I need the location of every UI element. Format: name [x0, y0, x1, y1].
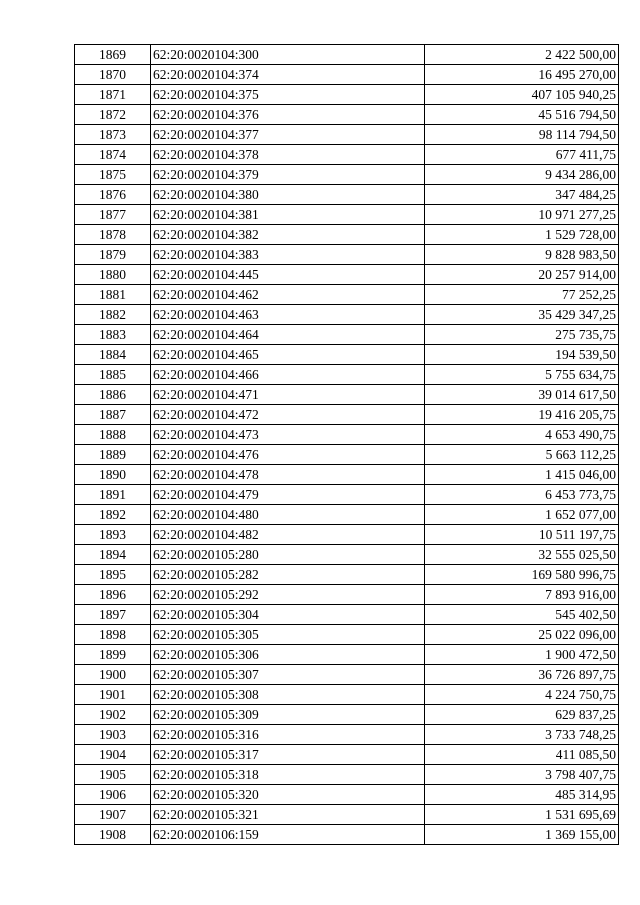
cadastral-number-cell: 62:20:0020104:473 [151, 425, 425, 445]
row-number-cell: 1871 [75, 85, 151, 105]
table-row [75, 765, 619, 785]
cadastral-value-cell: 10 971 277,25 [425, 205, 619, 225]
cadastral-number-cell: 62:20:0020105:308 [151, 685, 425, 705]
row-number-cell: 1907 [75, 805, 151, 825]
cadastral-value-cell: 1 900 472,50 [425, 645, 619, 665]
cadastral-number-cell: 62:20:0020105:316 [151, 725, 425, 745]
table-row [75, 105, 619, 125]
cadastral-value-cell: 169 580 996,75 [425, 565, 619, 585]
row-number-cell: 1906 [75, 785, 151, 805]
table-row [75, 125, 619, 145]
table-body [75, 45, 619, 845]
cadastral-number-cell: 62:20:0020104:465 [151, 345, 425, 365]
cadastral-value-cell: 545 402,50 [425, 605, 619, 625]
cadastral-number-cell: 62:20:0020104:464 [151, 325, 425, 345]
table-row [75, 445, 619, 465]
table-row [75, 145, 619, 165]
row-number-cell: 1887 [75, 405, 151, 425]
table-row [75, 525, 619, 545]
cadastral-value-cell: 1 652 077,00 [425, 505, 619, 525]
row-number-cell: 1893 [75, 525, 151, 545]
row-number-cell: 1880 [75, 265, 151, 285]
row-number-cell: 1872 [75, 105, 151, 125]
table-row [75, 365, 619, 385]
cadastral-value-cell: 9 434 286,00 [425, 165, 619, 185]
table-row [75, 725, 619, 745]
cadastral-value-cell: 25 022 096,00 [425, 625, 619, 645]
row-number-cell: 1884 [75, 345, 151, 365]
row-number-cell: 1874 [75, 145, 151, 165]
cadastral-number-cell: 62:20:0020104:300 [151, 45, 425, 65]
cadastral-number-cell: 62:20:0020105:280 [151, 545, 425, 565]
table-row [75, 805, 619, 825]
row-number-cell: 1869 [75, 45, 151, 65]
table-row [75, 485, 619, 505]
table-row [75, 665, 619, 685]
table-row [75, 65, 619, 85]
table-row [75, 325, 619, 345]
cadastral-value-cell: 77 252,25 [425, 285, 619, 305]
cadastral-value-cell: 4 224 750,75 [425, 685, 619, 705]
row-number-cell: 1877 [75, 205, 151, 225]
table-row [75, 385, 619, 405]
table-row [75, 85, 619, 105]
table-row [75, 705, 619, 725]
cadastral-value-cell: 98 114 794,50 [425, 125, 619, 145]
cadastral-number-cell: 62:20:0020104:382 [151, 225, 425, 245]
table-row [75, 305, 619, 325]
cadastral-number-cell: 62:20:0020104:375 [151, 85, 425, 105]
table-row [75, 505, 619, 525]
cadastral-number-cell: 62:20:0020104:478 [151, 465, 425, 485]
cadastral-value-cell: 7 893 916,00 [425, 585, 619, 605]
row-number-cell: 1881 [75, 285, 151, 305]
cadastral-value-cell: 35 429 347,25 [425, 305, 619, 325]
cadastral-value-cell: 629 837,25 [425, 705, 619, 725]
cadastral-number-cell: 62:20:0020105:304 [151, 605, 425, 625]
cadastral-value-cell: 3 798 407,75 [425, 765, 619, 785]
row-number-cell: 1890 [75, 465, 151, 485]
cadastral-number-cell: 62:20:0020104:445 [151, 265, 425, 285]
cadastral-value-cell: 5 663 112,25 [425, 445, 619, 465]
row-number-cell: 1883 [75, 325, 151, 345]
table-row [75, 425, 619, 445]
row-number-cell: 1898 [75, 625, 151, 645]
row-number-cell: 1904 [75, 745, 151, 765]
table-row [75, 545, 619, 565]
row-number-cell: 1885 [75, 365, 151, 385]
cadastral-number-cell: 62:20:0020104:472 [151, 405, 425, 425]
cadastral-value-cell: 4 653 490,75 [425, 425, 619, 445]
cadastral-number-cell: 62:20:0020105:320 [151, 785, 425, 805]
cadastral-value-cell: 45 516 794,50 [425, 105, 619, 125]
cadastral-number-cell: 62:20:0020104:471 [151, 385, 425, 405]
row-number-cell: 1889 [75, 445, 151, 465]
cadastral-value-cell: 10 511 197,75 [425, 525, 619, 545]
table-row [75, 685, 619, 705]
cadastral-number-cell: 62:20:0020104:377 [151, 125, 425, 145]
cadastral-number-cell: 62:20:0020105:317 [151, 745, 425, 765]
row-number-cell: 1903 [75, 725, 151, 745]
cadastral-number-cell: 62:20:0020104:374 [151, 65, 425, 85]
cadastral-value-cell: 32 555 025,50 [425, 545, 619, 565]
row-number-cell: 1896 [75, 585, 151, 605]
table-row [75, 785, 619, 805]
table-row [75, 285, 619, 305]
table-row [75, 745, 619, 765]
table-row [75, 605, 619, 625]
cadastral-value-cell: 9 828 983,50 [425, 245, 619, 265]
row-number-cell: 1886 [75, 385, 151, 405]
row-number-cell: 1901 [75, 685, 151, 705]
cadastral-value-cell: 6 453 773,75 [425, 485, 619, 505]
row-number-cell: 1876 [75, 185, 151, 205]
row-number-cell: 1892 [75, 505, 151, 525]
row-number-cell: 1888 [75, 425, 151, 445]
row-number-cell: 1900 [75, 665, 151, 685]
cadastral-number-cell: 62:20:0020104:376 [151, 105, 425, 125]
cadastral-value-cell: 2 422 500,00 [425, 45, 619, 65]
cadastral-value-cell: 16 495 270,00 [425, 65, 619, 85]
cadastral-number-cell: 62:20:0020105:309 [151, 705, 425, 725]
table-row [75, 225, 619, 245]
row-number-cell: 1899 [75, 645, 151, 665]
table-row [75, 205, 619, 225]
cadastral-number-cell: 62:20:0020105:306 [151, 645, 425, 665]
cadastral-number-cell: 62:20:0020104:476 [151, 445, 425, 465]
cadastral-number-cell: 62:20:0020105:305 [151, 625, 425, 645]
row-number-cell: 1878 [75, 225, 151, 245]
table-row [75, 185, 619, 205]
cadastral-value-cell: 1 531 695,69 [425, 805, 619, 825]
cadastral-number-cell: 62:20:0020104:381 [151, 205, 425, 225]
table-row [75, 645, 619, 665]
table-row [75, 585, 619, 605]
row-number-cell: 1902 [75, 705, 151, 725]
table-row [75, 165, 619, 185]
cadastral-value-cell: 194 539,50 [425, 345, 619, 365]
cadastral-value-cell: 1 415 046,00 [425, 465, 619, 485]
row-number-cell: 1908 [75, 825, 151, 845]
row-number-cell: 1870 [75, 65, 151, 85]
table-row [75, 825, 619, 845]
row-number-cell: 1895 [75, 565, 151, 585]
table-row [75, 45, 619, 65]
table-row [75, 345, 619, 365]
row-number-cell: 1891 [75, 485, 151, 505]
row-number-cell: 1905 [75, 765, 151, 785]
cadastral-value-cell: 36 726 897,75 [425, 665, 619, 685]
table-row [75, 245, 619, 265]
cadastral-number-cell: 62:20:0020104:466 [151, 365, 425, 385]
cadastral-value-cell: 411 085,50 [425, 745, 619, 765]
table-row [75, 565, 619, 585]
cadastral-number-cell: 62:20:0020104:480 [151, 505, 425, 525]
cadastral-value-cell: 5 755 634,75 [425, 365, 619, 385]
table-row [75, 265, 619, 285]
cadastral-number-cell: 62:20:0020104:482 [151, 525, 425, 545]
cadastral-number-cell: 62:20:0020106:159 [151, 825, 425, 845]
cadastral-value-cell: 1 529 728,00 [425, 225, 619, 245]
cadastral-number-cell: 62:20:0020105:307 [151, 665, 425, 685]
table-row [75, 465, 619, 485]
cadastral-value-cell: 19 416 205,75 [425, 405, 619, 425]
row-number-cell: 1873 [75, 125, 151, 145]
cadastral-value-table [74, 44, 619, 845]
row-number-cell: 1882 [75, 305, 151, 325]
cadastral-value-cell: 39 014 617,50 [425, 385, 619, 405]
row-number-cell: 1897 [75, 605, 151, 625]
table-row [75, 405, 619, 425]
cadastral-value-cell: 275 735,75 [425, 325, 619, 345]
cadastral-number-cell: 62:20:0020104:383 [151, 245, 425, 265]
row-number-cell: 1875 [75, 165, 151, 185]
cadastral-value-cell: 485 314,95 [425, 785, 619, 805]
cadastral-number-cell: 62:20:0020104:379 [151, 165, 425, 185]
cadastral-number-cell: 62:20:0020104:463 [151, 305, 425, 325]
cadastral-number-cell: 62:20:0020104:479 [151, 485, 425, 505]
cadastral-value-cell: 1 369 155,00 [425, 825, 619, 845]
table-row [75, 625, 619, 645]
cadastral-value-cell: 20 257 914,00 [425, 265, 619, 285]
cadastral-value-cell: 677 411,75 [425, 145, 619, 165]
cadastral-value-cell: 407 105 940,25 [425, 85, 619, 105]
cadastral-number-cell: 62:20:0020105:321 [151, 805, 425, 825]
row-number-cell: 1894 [75, 545, 151, 565]
cadastral-number-cell: 62:20:0020105:282 [151, 565, 425, 585]
cadastral-value-cell: 3 733 748,25 [425, 725, 619, 745]
cadastral-number-cell: 62:20:0020105:318 [151, 765, 425, 785]
cadastral-number-cell: 62:20:0020104:378 [151, 145, 425, 165]
cadastral-number-cell: 62:20:0020104:462 [151, 285, 425, 305]
cadastral-value-cell: 347 484,25 [425, 185, 619, 205]
row-number-cell: 1879 [75, 245, 151, 265]
cadastral-number-cell: 62:20:0020105:292 [151, 585, 425, 605]
cadastral-number-cell: 62:20:0020104:380 [151, 185, 425, 205]
